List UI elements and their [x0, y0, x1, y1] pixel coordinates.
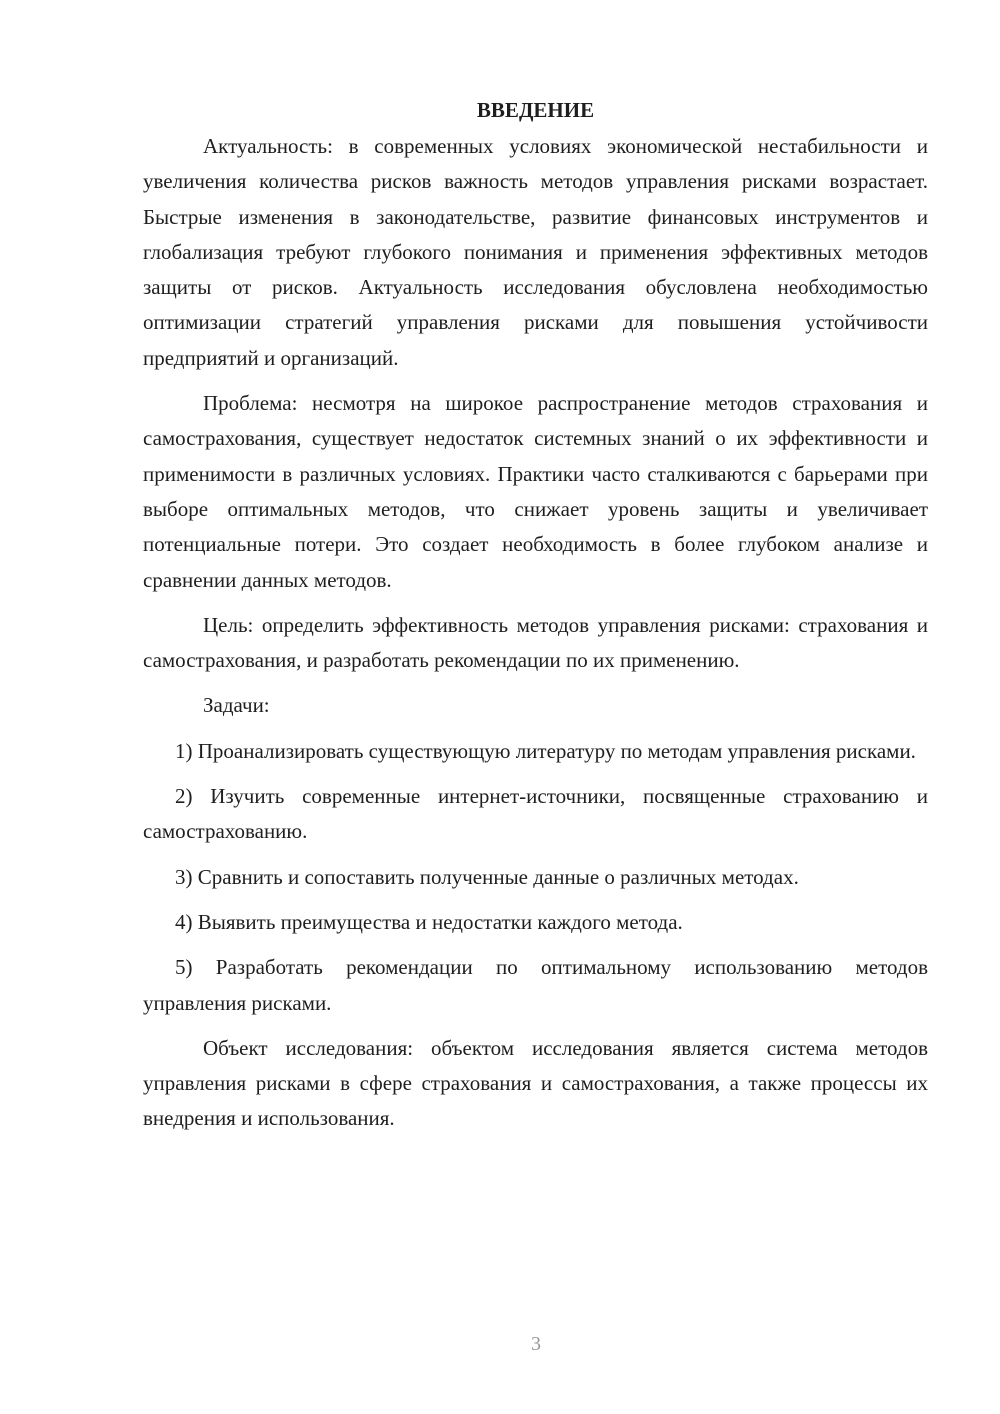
task-item: 4) Выявить преимущества и недостатки каждого метода. [175, 909, 683, 934]
task-item: 2) Изучить современные интернет-источники, посвященные страхованию и самострахованию. [143, 784, 928, 844]
relevance-paragraph: Актуальность: в современных условиях экономической нестабильности и увеличения количества рисков важность методов управления рисками возрастает. Быстрые изменения в законодательстве, развитие финансовых инструментов и глобализация требуют глубокого понимания и применения эффективных методов защиты от рисков. Актуальность исследования обусловлена необходимостью оптимизации стратегий управления рисками для повышения устойчивости предприятий и организаций. [143, 134, 928, 370]
document-page [143, 95, 928, 1147]
page-number: 3 [531, 1333, 541, 1355]
task-item: 1) Проанализировать существующую литературу по методам управления рисками. [175, 738, 916, 763]
problem-paragraph: Проблема: несмотря на широкое распространение методов страхования и самострахования, существует недостаток системных знаний о их эффективности и применимости в различных условиях. Практики часто сталкиваются с барьерами при выборе оптимальных методов, что снижает уровень защиты и увеличивает потенциальные потери. Это создает необходимость в более глубоком анализе и сравнении данных методов. [143, 391, 928, 592]
task-item: 5) Разработать рекомендации по оптимальному использованию методов управления рисками. [143, 955, 928, 1015]
goal-paragraph: Цель: определить эффективность методов управления рисками: страхования и самострахования, и разработать рекомендации по их применению. [143, 612, 928, 673]
tasks-heading: Задачи: [203, 693, 270, 718]
section-title: ВВЕДЕНИЕ [476, 98, 595, 122]
task-item: 3) Сравнить и сопоставить полученные данные о различных методах. [175, 864, 799, 889]
object-paragraph: Объект исследования: объектом исследования является система методов управления рисками в сфере страхования и самострахования, а также процессы их внедрения и использования. [143, 1035, 928, 1131]
